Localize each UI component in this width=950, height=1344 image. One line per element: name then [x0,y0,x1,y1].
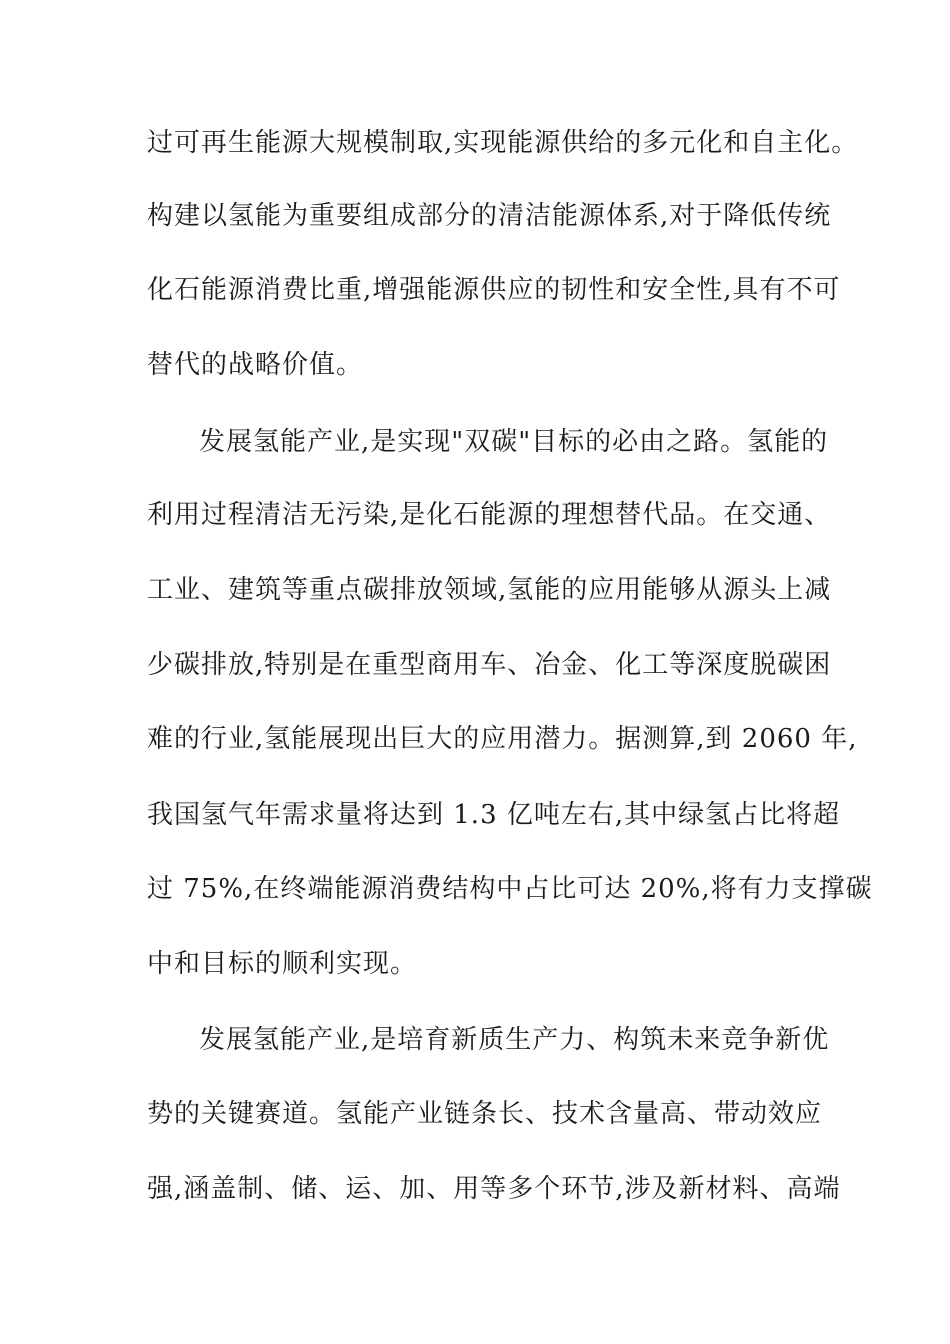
text-line: 我国氢气年需求量将达到 1.3 亿吨左右,其中绿氢占比将超 [147,800,841,830]
text-line: 中和目标的顺利实现。 [147,949,418,979]
text-line: 工业、建筑等重点碳排放领域,氢能的应用能够从源头上减 [147,575,832,605]
text-line: 难的行业,氢能展现出巨大的应用潜力。据测算,到 2060 年, [147,724,858,754]
text-line: 势的关键赛道。氢能产业链条长、技术含量高、带动效应 [147,1099,823,1129]
text-line: 过 75%,在终端能源消费结构中占比可达 20%,将有力支撑碳 [147,874,873,904]
text-line: 利用过程清洁无污染,是化石能源的理想替代品。在交通、 [147,500,832,530]
text-line: 少碳排放,特别是在重型商用车、冶金、化工等深度脱碳困 [147,650,832,680]
text-line: 构建以氢能为重要组成部分的清洁能源体系,对于降低传统 [147,201,832,231]
text-line: 强,涵盖制、储、运、加、用等多个环节,涉及新材料、高端 [147,1174,841,1204]
text-line: 过可再生能源大规模制取,实现能源供给的多元化和自主化。 [147,128,859,158]
text-line: 替代的战略价值。 [147,350,364,380]
text-line: 化石能源消费比重,增强能源供应的韧性和安全性,具有不可 [147,275,841,305]
text-line: 发展氢能产业,是实现"双碳"目标的必由之路。氢能的 [199,427,829,457]
text-line: 发展氢能产业,是培育新质生产力、构筑未来竞争新优 [199,1025,830,1055]
